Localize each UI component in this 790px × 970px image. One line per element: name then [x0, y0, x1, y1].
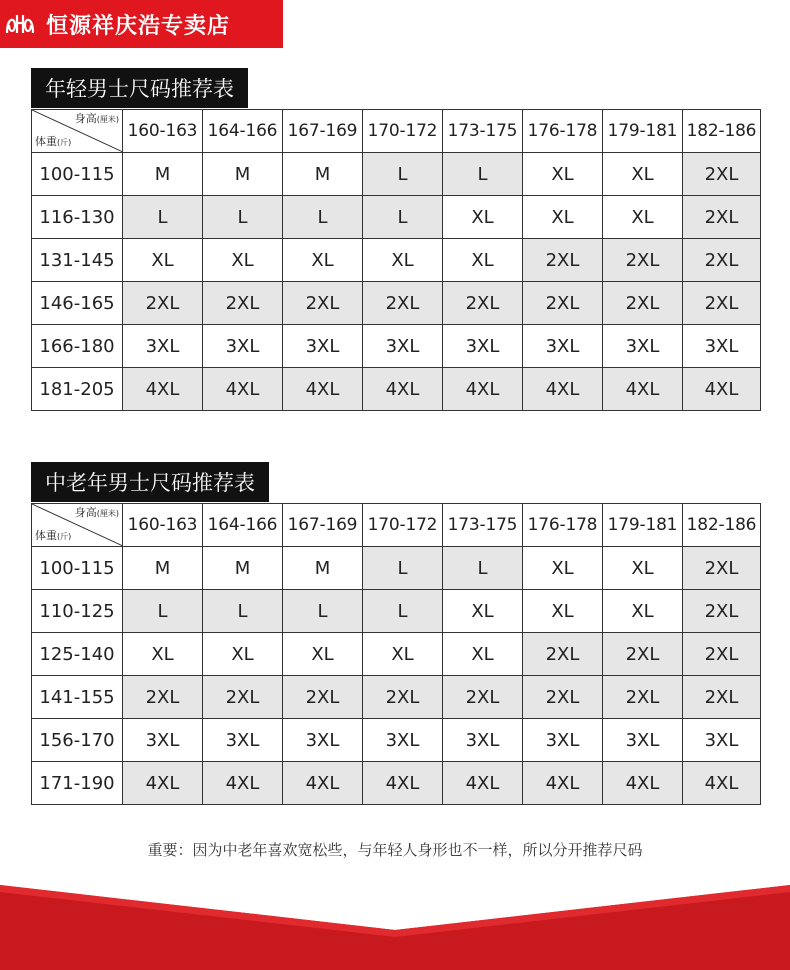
size-cell: XL [363, 239, 443, 282]
height-header-cell: 176-178 [523, 110, 603, 153]
size-cell: 3XL [123, 325, 203, 368]
weight-unit: (斤) [57, 532, 72, 541]
height-header-cell: 173-175 [443, 110, 523, 153]
size-cell: 4XL [523, 762, 603, 805]
size-cell: XL [523, 547, 603, 590]
size-cell: 3XL [123, 719, 203, 762]
weight-cell: 166-180 [32, 325, 123, 368]
size-cell: 4XL [283, 368, 363, 411]
height-unit: (厘米) [96, 509, 119, 518]
size-cell: M [203, 547, 283, 590]
height-unit: (厘米) [96, 115, 119, 124]
height-header-cell: 176-178 [523, 504, 603, 547]
weight-label: 体重 [35, 135, 57, 148]
weight-cell: 116-130 [32, 196, 123, 239]
size-cell: L [443, 547, 523, 590]
weight-cell: 146-165 [32, 282, 123, 325]
size-cell: 3XL [683, 325, 761, 368]
size-cell: 3XL [203, 719, 283, 762]
size-cell: 2XL [203, 282, 283, 325]
brand-name: 恒源祥庆浩专卖店 [46, 13, 231, 39]
size-cell: 4XL [363, 762, 443, 805]
weight-cell: 100-115 [32, 153, 123, 196]
size-table-senior [31, 503, 761, 805]
table-row [32, 547, 761, 590]
size-cell: XL [523, 153, 603, 196]
size-cell: XL [363, 633, 443, 676]
size-cell: 2XL [683, 153, 761, 196]
size-cell: 2XL [683, 547, 761, 590]
size-cell: 4XL [203, 762, 283, 805]
size-cell: XL [523, 590, 603, 633]
size-cell: XL [443, 239, 523, 282]
table-row [32, 676, 761, 719]
size-cell: 2XL [523, 282, 603, 325]
weight-axis-label [35, 136, 71, 149]
size-cell: 2XL [123, 676, 203, 719]
height-header-cell: 167-169 [283, 110, 363, 153]
corner-cell [32, 110, 123, 153]
size-cell: 4XL [363, 368, 443, 411]
height-header-cell: 170-172 [363, 504, 443, 547]
size-cell: L [123, 590, 203, 633]
weight-label: 体重 [35, 529, 57, 542]
weight-cell: 156-170 [32, 719, 123, 762]
weight-cell: 131-145 [32, 239, 123, 282]
size-cell: M [123, 153, 203, 196]
size-cell: L [363, 153, 443, 196]
table-row [32, 153, 761, 196]
size-cell: 2XL [523, 633, 603, 676]
size-cell: L [363, 196, 443, 239]
weight-cell: 100-115 [32, 547, 123, 590]
size-cell: 3XL [603, 325, 683, 368]
size-cell: XL [283, 633, 363, 676]
height-header-cell: 179-181 [603, 110, 683, 153]
table-row [32, 719, 761, 762]
size-cell: 4XL [683, 762, 761, 805]
size-cell: 2XL [283, 676, 363, 719]
size-cell: 2XL [523, 676, 603, 719]
height-header-cell: 160-163 [123, 504, 203, 547]
size-cell: 2XL [443, 282, 523, 325]
size-cell: 3XL [283, 325, 363, 368]
size-cell: 2XL [123, 282, 203, 325]
size-cell: XL [603, 547, 683, 590]
height-label: 身高 [74, 506, 97, 519]
size-cell: M [283, 547, 363, 590]
header-row [32, 504, 761, 547]
size-cell: 2XL [683, 196, 761, 239]
size-cell: 3XL [523, 325, 603, 368]
size-cell: 2XL [363, 282, 443, 325]
size-cell: M [123, 547, 203, 590]
size-cell: 2XL [283, 282, 363, 325]
weight-cell: 171-190 [32, 762, 123, 805]
size-cell: 3XL [443, 325, 523, 368]
table-row [32, 633, 761, 676]
size-cell: M [203, 153, 283, 196]
size-cell: 2XL [683, 590, 761, 633]
size-cell: 4XL [603, 762, 683, 805]
height-header-cell: 167-169 [283, 504, 363, 547]
size-cell: XL [603, 153, 683, 196]
size-cell: XL [203, 633, 283, 676]
size-cell: 4XL [443, 762, 523, 805]
size-cell: L [203, 196, 283, 239]
size-table-young [31, 109, 761, 411]
size-cell: 3XL [603, 719, 683, 762]
size-cell: 3XL [203, 325, 283, 368]
size-cell: L [363, 547, 443, 590]
table-row [32, 590, 761, 633]
size-cell: XL [123, 633, 203, 676]
height-header-cell: 173-175 [443, 504, 523, 547]
height-header-cell: 182-186 [683, 110, 761, 153]
size-cell: 4XL [283, 762, 363, 805]
weight-unit: (斤) [57, 138, 72, 147]
size-cell: XL [523, 196, 603, 239]
corner-cell [32, 504, 123, 547]
size-cell: 4XL [523, 368, 603, 411]
table-row [32, 239, 761, 282]
size-cell: 4XL [603, 368, 683, 411]
size-cell: 4XL [683, 368, 761, 411]
size-cell: 2XL [603, 676, 683, 719]
size-cell: 3XL [523, 719, 603, 762]
size-cell: XL [123, 239, 203, 282]
size-cell: 2XL [683, 676, 761, 719]
size-cell: M [283, 153, 363, 196]
height-axis-label [75, 113, 119, 126]
height-axis-label [75, 507, 119, 520]
size-cell: 4XL [203, 368, 283, 411]
weight-axis-label [35, 530, 71, 543]
size-cell: 3XL [363, 325, 443, 368]
size-cell: 2XL [443, 676, 523, 719]
size-cell: 2XL [523, 239, 603, 282]
size-cell: 2XL [683, 282, 761, 325]
height-header-cell: 170-172 [363, 110, 443, 153]
height-header-cell: 179-181 [603, 504, 683, 547]
size-cell: XL [443, 590, 523, 633]
size-cell: 2XL [603, 239, 683, 282]
note-text: 重要：因为中老年喜欢宽松些，与年轻人身形也不一样，所以分开推荐尺码 [147, 841, 643, 859]
size-cell: L [283, 590, 363, 633]
size-cell: XL [603, 196, 683, 239]
height-header-cell: 164-166 [203, 110, 283, 153]
table-title-young: 年轻男士尺码推荐表 [31, 68, 248, 108]
size-cell: L [203, 590, 283, 633]
size-cell: L [123, 196, 203, 239]
size-cell: 4XL [123, 368, 203, 411]
size-cell: XL [603, 590, 683, 633]
size-cell: XL [443, 633, 523, 676]
table-row [32, 325, 761, 368]
table-row [32, 762, 761, 805]
size-cell: 2XL [203, 676, 283, 719]
weight-cell: 110-125 [32, 590, 123, 633]
height-header-cell: 160-163 [123, 110, 203, 153]
table-title-senior: 中老年男士尺码推荐表 [31, 462, 269, 502]
size-cell: L [443, 153, 523, 196]
table-row [32, 368, 761, 411]
weight-cell: 125-140 [32, 633, 123, 676]
size-cell: 2XL [603, 633, 683, 676]
weight-cell: 181-205 [32, 368, 123, 411]
brand-header [0, 0, 283, 48]
size-cell: 2XL [603, 282, 683, 325]
table-row [32, 282, 761, 325]
header-row [32, 110, 761, 153]
size-cell: XL [443, 196, 523, 239]
size-cell: L [363, 590, 443, 633]
size-cell: L [283, 196, 363, 239]
size-cell: 4XL [123, 762, 203, 805]
size-cell: 3XL [283, 719, 363, 762]
table-row [32, 196, 761, 239]
size-cell: 2XL [363, 676, 443, 719]
size-cell: 3XL [443, 719, 523, 762]
height-header-cell: 182-186 [683, 504, 761, 547]
weight-cell: 141-155 [32, 676, 123, 719]
size-cell: 4XL [443, 368, 523, 411]
size-cell: XL [203, 239, 283, 282]
size-cell: 2XL [683, 633, 761, 676]
height-header-cell: 164-166 [203, 504, 283, 547]
size-cell: 3XL [683, 719, 761, 762]
size-cell: 3XL [363, 719, 443, 762]
size-cell: 2XL [683, 239, 761, 282]
height-label: 身高 [74, 112, 97, 125]
size-cell: XL [283, 239, 363, 282]
footer-decoration [0, 880, 790, 970]
brand-logo-icon [0, 0, 40, 48]
